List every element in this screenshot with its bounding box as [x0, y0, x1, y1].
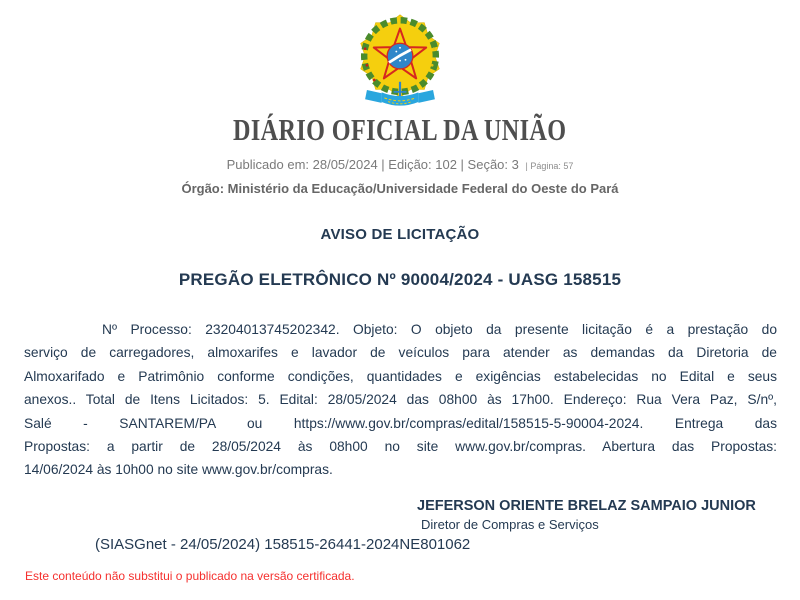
publication-meta — [0, 157, 800, 172]
signature-name: JEFERSON ORIENTE BRELAZ SAMPAIO JUNIOR — [417, 498, 756, 514]
brazil-coat-of-arms-icon — [354, 12, 446, 113]
gazette-title-text: DIÁRIO OFICIAL DA UNIÃO — [233, 112, 567, 147]
body-line: Salé - SANTAREM/PA ou https://www.gov.br/compras/edital/158515-5-90004-2024. Entrega das — [24, 415, 777, 431]
organ-line: Órgão: Ministério da Educação/Universidade Federal do Oeste do Pará — [181, 181, 619, 196]
body-line: Propostas: a partir de 28/05/2024 às 08h00 no site www.gov.br/compras. Abertura das Propostas: — [24, 439, 777, 455]
publication-meta-main: Publicado em: 28/05/2024 | Edição: 102 | Seção: 3 — [226, 157, 519, 172]
signature-role: Diretor de Compras e Serviços — [421, 517, 599, 532]
publication-meta-page: | Página: 57 — [525, 161, 574, 171]
article-subheading: PREGÃO ELETRÔNICO Nº 90004/2024 - UASG 158515 — [178, 270, 622, 289]
body-paragraph — [24, 318, 777, 482]
body-line: Nº Processo: 23204013745202342. Objeto: O objeto da presente licitação é a prestação do — [102, 322, 777, 337]
body-line: Almoxarifado e Patrimônio conforme condições, quantidades e exigências estabelecidas no Edital e seus — [24, 368, 777, 384]
body-line: anexos.. Total de Itens Licitados: 5. Edital: 28/05/2024 das 08h00 às 17h00. Endereço: Rua Vera Paz, S/nº, — [24, 392, 777, 408]
body-line: 14/06/2024 às 10h00 no site www.gov.br/compras. — [24, 462, 333, 478]
body-line: serviço de carregadores, almoxarifes e lavador de veículos para atender as demandas da Diretoria de — [24, 345, 777, 361]
siasg-reference: (SIASGnet - 24/05/2024) 158515-26441-2024NE801062 — [95, 536, 471, 553]
article-heading: AVISO DE LICITAÇÃO — [320, 226, 480, 243]
gazette-title — [0, 112, 800, 148]
certified-version-disclaimer: Este conteúdo não substitui o publicado na versão certificada. — [25, 569, 355, 583]
